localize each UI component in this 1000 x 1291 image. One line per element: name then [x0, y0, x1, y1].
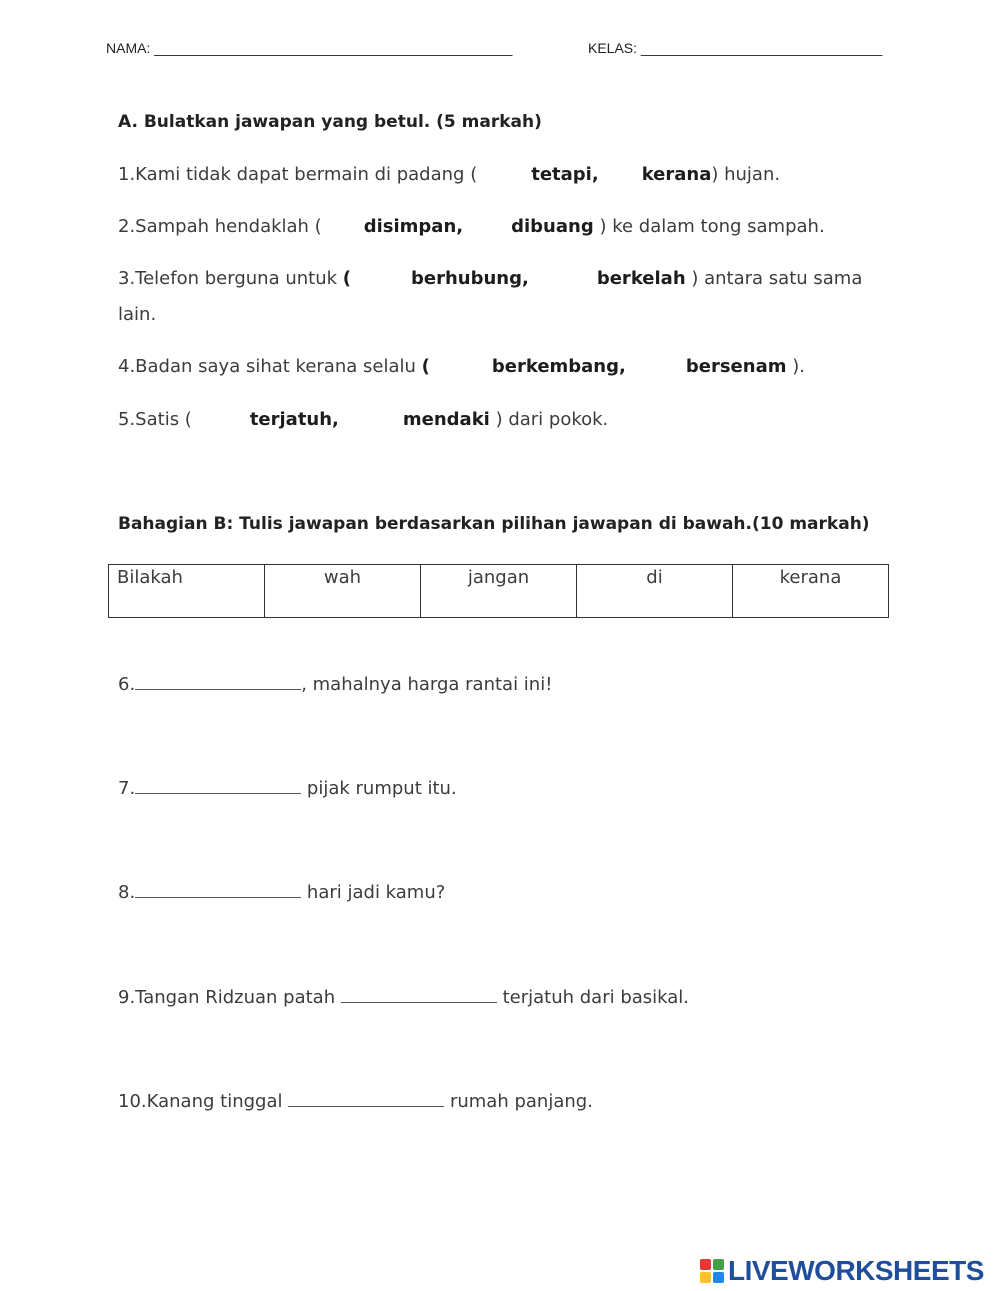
q6-answer-blank[interactable] — [135, 673, 301, 690]
logo-square — [700, 1272, 711, 1283]
question-3-continued: lain. — [118, 304, 157, 325]
question-5: 5.Satis ( terjatuh, mendaki ) dari pokok. — [118, 409, 609, 430]
class-field-label: KELAS: _______________________________ — [588, 40, 883, 56]
q8-answer-blank[interactable] — [135, 881, 301, 898]
option-cell: kerana — [733, 565, 889, 618]
q4-option-1[interactable]: berkembang, — [491, 356, 626, 377]
option-cell: di — [577, 565, 733, 618]
q1-option-2[interactable]: kerana — [641, 164, 712, 185]
question-1: 1.Kami tidak dapat bermain di padang ( tetapi, kerana) hujan. — [118, 164, 781, 185]
question-8: 8. hari jadi kamu? — [118, 882, 446, 903]
question-6: 6. , mahalnya harga rantai ini! — [118, 674, 553, 695]
question-2: 2.Sampah hendaklah ( disimpan, dibuang ) ke dalam tong sampah. — [118, 216, 825, 237]
logo-text: LIVEWORKSHEETS — [728, 1255, 984, 1286]
option-cell: Bilakah — [109, 565, 265, 618]
q5-option-1[interactable]: terjatuh, — [249, 409, 339, 430]
question-7: 7. pijak rumput itu. — [118, 778, 457, 799]
option-cell: jangan — [421, 565, 577, 618]
question-10: 10.Kanang tinggal rumah panjang. — [118, 1091, 593, 1112]
q9-answer-blank[interactable] — [341, 986, 497, 1003]
logo-square — [713, 1272, 724, 1283]
q2-option-1[interactable]: disimpan, — [363, 216, 464, 237]
answer-options-table — [108, 564, 889, 618]
q3-option-1[interactable]: berhubung, — [411, 268, 529, 289]
q2-option-2[interactable]: dibuang — [511, 216, 594, 237]
section-a-heading: A. Bulatkan jawapan yang betul. (5 markah) — [118, 112, 542, 132]
question-4: 4.Badan saya sihat kerana selalu ( berkembang, bersenam ). — [118, 356, 805, 377]
q10-answer-blank[interactable] — [288, 1090, 444, 1107]
question-3: 3.Telefon berguna untuk ( berhubung, berkelah ) antara satu sama — [118, 268, 863, 289]
question-9: 9.Tangan Ridzuan patah terjatuh dari basikal. — [118, 987, 690, 1008]
option-cell: wah — [265, 565, 421, 618]
name-field-label: NAMA: ______________________________________________ — [106, 40, 513, 56]
q4-option-2[interactable]: bersenam — [685, 356, 787, 377]
logo-squares-icon — [700, 1259, 724, 1283]
q1-option-1[interactable]: tetapi, — [531, 164, 599, 185]
logo-square — [700, 1259, 711, 1270]
section-b-heading: Bahagian B: Tulis jawapan berdasarkan pilihan jawapan di bawah.(10 markah) — [118, 514, 870, 534]
q7-answer-blank[interactable] — [135, 777, 301, 794]
q5-option-2[interactable]: mendaki — [402, 409, 490, 430]
logo-square — [713, 1259, 724, 1270]
q3-option-2[interactable]: berkelah — [596, 268, 686, 289]
liveworksheets-logo — [700, 1256, 984, 1286]
